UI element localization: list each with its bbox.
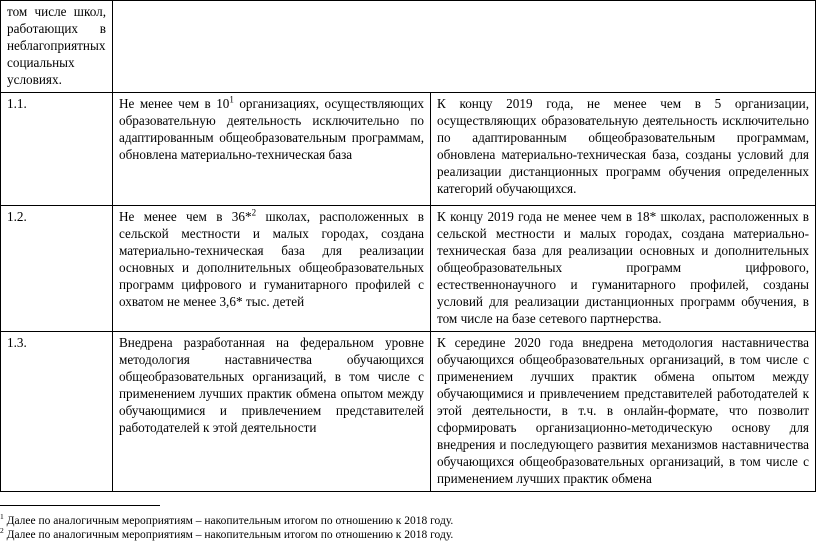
row-number: 1.2. [1,206,113,332]
footnote-1: $^1$ Далее по аналогичным мероприятиям – накопительным итогом по отношению к 2018 году. [0,512,454,527]
table-row [1,1,816,93]
footnote-ref: 2 [251,207,257,218]
footnote-separator [0,505,160,506]
measure-text: Не менее чем в 36*$^2$ школах, расположенных в сельской местности и малых городах, создана материально-техническая база для реализации основных и дополнительных общеобразовательных программ цифрового и гуманитарного профилей с охватом не менее 3,6* тыс. детей [113,206,431,332]
footnote-ref: 1 [229,94,234,105]
table-row [1,332,816,492]
footnote-2: $^2$ Далее по аналогичным мероприятиям – накопительным итогом по отношению к 2018 году. [0,526,454,541]
continuation-cell: том числе школ, работающих в неблагоприятных социальных условиях. [1,1,113,93]
row-number: 1.3. [1,332,113,492]
measure-text: Внедрена разработанная на федеральном уровне методология наставничества обучающихся общеобразовательных организаций, в том числе с применением лучших практик обмена опытом между обучающимися и привлечением представителей работодателей к этой деятельности [113,332,431,492]
row-number: 1.1. [1,93,113,206]
result-text: К середине 2020 года внедрена методология наставничества обучающихся общеобразовательных организаций, в том числе с применением лучших практик обмена опытом между обучающимися и привлечением представителей работодателей к этой деятельности, в т.ч. в онлайн-формате, что позволит сформировать организационно-методическую основу для внедрения и последующего развития механизмов наставничества обучающихся общеобразовательных организаций, в том числе с применением лучших практик обмена [431,332,816,492]
table-row [1,93,816,206]
result-text: К концу 2019 года, не менее чем в 5 организации, осуществляющих образовательную деятельность исключительно по адаптированным общеобразовательным программам, обновлена материально-техническая база, созданы условий для реализации дистанционных программ обучения определенных категорий обучающихся. [431,93,816,206]
measure-text: Не менее чем в $10^1$ организациях, осуществляющих образовательную деятельность исключительно по адаптированным общеобразовательным программам, обновлена материально-техническая база [113,93,431,206]
empty-cell [113,1,816,93]
result-text: К концу 2019 года не менее чем в 18* школах, расположенных в сельской местности и малых городах, создана материально-техническая база для реализации основных и дополнительных общеобразовательных программ цифрового, естественнонаучного и гуманитарного профилей, созданы условий для реализации дистанционных программ обучения, в том числе на базе сетевого партнерства. [431,206,816,332]
table-row [1,206,816,332]
